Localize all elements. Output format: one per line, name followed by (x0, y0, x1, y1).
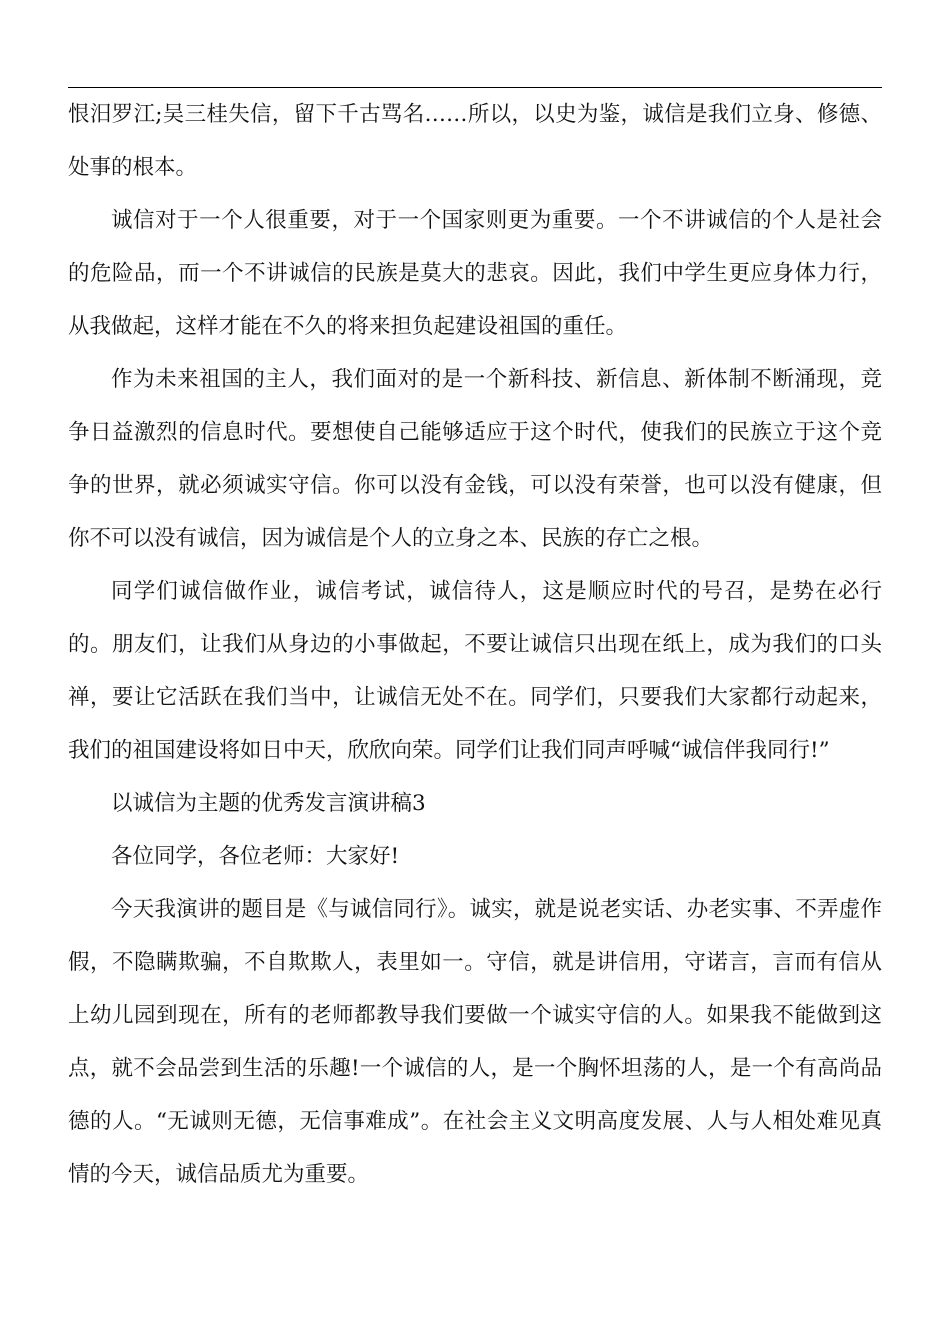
paragraph-5: 今天我演讲的题目是《与诚信同行》。诚实，就是说老实话、办老实事、不弄虚作假，不隐瞒欺骗，不自欺欺人，表里如一。守信，就是讲信用，守诺言，言而有信从上幼儿园到现在，所有的老师都教导我们要做一个诚实守信的人。如果我不能做到这点，就不会品尝到生活的乐趣!一个诚信的人，是一个胸怀坦荡的人，是一个有高尚品德的人。“无诚则无德，无信事难成”。在社会主义文明高度发展、人与人相处难见真情的今天，诚信品质尤为重要。 (68, 897, 882, 1187)
paragraph-3: 作为未来祖国的主人，我们面对的是一个新科技、新信息、新体制不断涌现，竞争日益激烈的信息时代。要想使自己能够适应于这个时代，使我们的民族立于这个竞争的世界，就必须诚实守信。你可以没有金钱，可以没有荣誉，也可以没有健康，但你不可以没有诚信，因为诚信是个人的立身之本、民族的存亡之根。 (68, 367, 882, 551)
greeting: 各位同学，各位老师：大家好! (111, 844, 400, 869)
paragraph-1: 恨汨罗江;吴三桂失信，留下千古骂名……所以，以史为鉴，诚信是我们立身、修德、处事的根本。 (68, 102, 882, 180)
paragraph-4: 同学们诚信做作业，诚信考试，诚信待人，这是顺应时代的号召，是势在必行的。朋友们，让我们从身边的小事做起，不要让诚信只出现在纸上，成为我们的口头禅，要让它活跃在我们当中，让诚信无处不在。同学们，只要我们大家都行动起来，我们的祖国建设将如日中天，欣欣向荣。同学们让我们同声呼喊“诚信伴我同行!” (68, 579, 882, 763)
paragraph-2: 诚信对于一个人很重要，对于一个国家则更为重要。一个不讲诚信的个人是社会的危险品，而一个不讲诚信的民族是莫大的悲哀。因此，我们中学生更应身体力行，从我做起，这样才能在不久的将来担负起建设祖国的重任。 (68, 208, 882, 339)
document-body (68, 88, 882, 1201)
section-heading: 以诚信为主题的优秀发言演讲稿3 (111, 791, 426, 816)
